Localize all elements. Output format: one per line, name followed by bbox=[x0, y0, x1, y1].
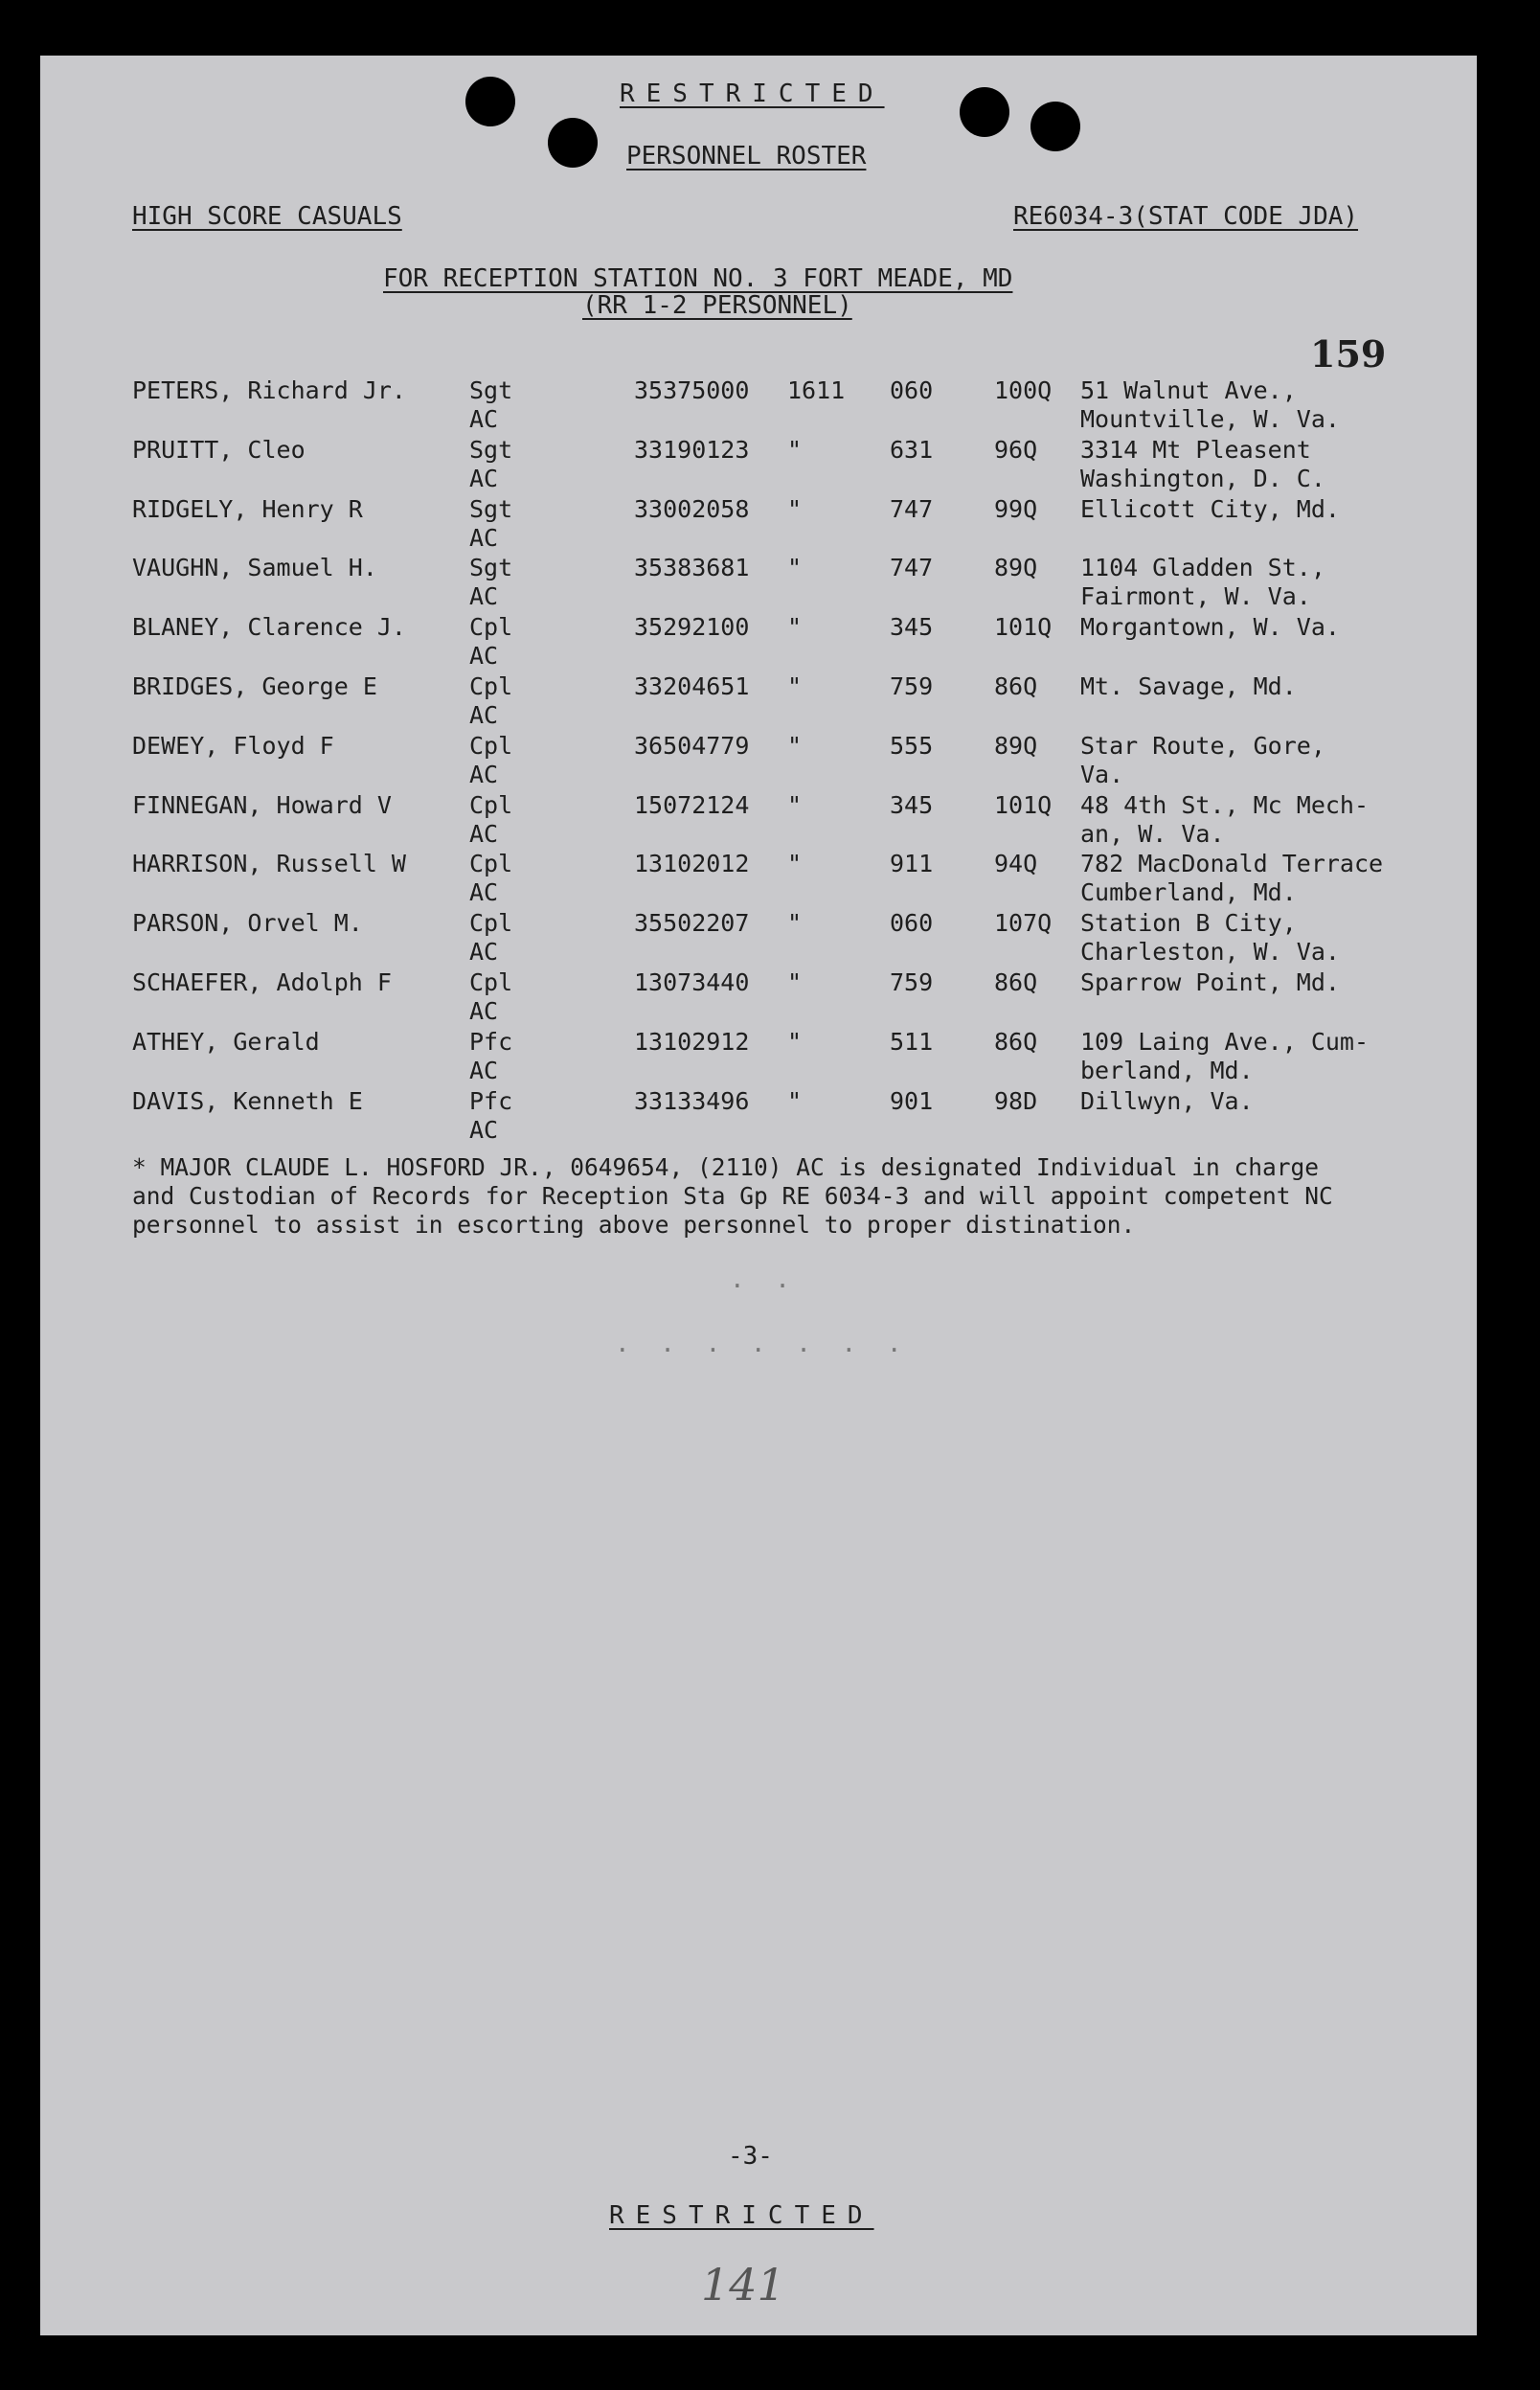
roster-mos: " bbox=[787, 850, 803, 878]
roster-score: 101Q bbox=[994, 613, 1053, 642]
roster-serial: 33133496 bbox=[634, 1086, 750, 1115]
page-footer-number: -3- bbox=[728, 2142, 773, 2171]
roster-code: 911 bbox=[890, 850, 934, 878]
roster-arm: AC bbox=[469, 997, 499, 1025]
roster-mos: 1611 bbox=[787, 376, 846, 404]
roster-grade: Sgt bbox=[469, 494, 513, 523]
roster-serial: 35502207 bbox=[634, 909, 750, 938]
roster-arm: AC bbox=[469, 642, 499, 671]
roster-code: 345 bbox=[890, 613, 934, 642]
roster-score: 100Q bbox=[994, 376, 1053, 404]
roster-code: 060 bbox=[890, 376, 934, 404]
roster-score: 89Q bbox=[994, 731, 1038, 760]
roster-code: 747 bbox=[890, 494, 934, 523]
roster-addr2: Washington, D. C. bbox=[1080, 464, 1325, 492]
roster-name: HARRISON, Russell W bbox=[132, 850, 406, 878]
roster-row bbox=[40, 909, 1477, 968]
roster-addr2: Fairmont, W. Va. bbox=[1080, 582, 1311, 611]
roster-name: RIDGELY, Henry R bbox=[132, 494, 363, 523]
roster-mos: " bbox=[787, 494, 803, 523]
roster-mos: " bbox=[787, 672, 803, 700]
roster-title: PERSONNEL ROSTER bbox=[626, 142, 867, 171]
roster-row bbox=[40, 376, 1477, 436]
roster-row bbox=[40, 672, 1477, 732]
roster-name: DAVIS, Kenneth E bbox=[132, 1086, 363, 1115]
roster-serial: 15072124 bbox=[634, 790, 750, 819]
roster-serial: 36504779 bbox=[634, 731, 750, 760]
roster-mos: " bbox=[787, 1027, 803, 1056]
roster-addr2: an, W. Va. bbox=[1080, 819, 1225, 848]
roster-row bbox=[40, 1028, 1477, 1087]
roster-code: 555 bbox=[890, 731, 934, 760]
roster-addr2: Va. bbox=[1080, 760, 1124, 788]
roster-score: 99Q bbox=[994, 494, 1038, 523]
roster-grade: Cpl bbox=[469, 731, 513, 760]
roster-name: VAUGHN, Samuel H. bbox=[132, 554, 377, 582]
roster-serial: 35292100 bbox=[634, 613, 750, 642]
roster-addr2: Cumberland, Md. bbox=[1080, 878, 1297, 907]
handwritten-number: 141 bbox=[701, 2259, 785, 2310]
roster-serial: 35383681 bbox=[634, 554, 750, 582]
roster-arm: AC bbox=[469, 938, 499, 967]
roster-mos: " bbox=[787, 613, 803, 642]
punch-hole bbox=[1030, 102, 1080, 151]
roster-row bbox=[40, 850, 1477, 909]
roster-code: 747 bbox=[890, 554, 934, 582]
restricted-footer: RESTRICTED bbox=[609, 2201, 874, 2230]
roster-grade: Sgt bbox=[469, 376, 513, 404]
roster-serial: 33190123 bbox=[634, 435, 750, 464]
roster-code: 901 bbox=[890, 1086, 934, 1115]
faded-mark: . . . . . . . bbox=[615, 1330, 910, 1358]
roster-addr1: 48 4th St., Mc Mech- bbox=[1080, 790, 1370, 819]
roster-addr1: Ellicott City, Md. bbox=[1080, 494, 1340, 523]
page-number: 159 bbox=[1310, 332, 1387, 376]
roster-score: 86Q bbox=[994, 1027, 1038, 1056]
roster-name: BLANEY, Clarence J. bbox=[132, 613, 406, 642]
roster-row bbox=[40, 613, 1477, 672]
roster-arm: AC bbox=[469, 523, 499, 552]
roster-arm: AC bbox=[469, 819, 499, 848]
roster-mos: " bbox=[787, 968, 803, 996]
roster-mos: " bbox=[787, 731, 803, 760]
roster-addr1: Station B City, bbox=[1080, 909, 1297, 938]
roster-row bbox=[40, 554, 1477, 613]
roster-grade: Pfc bbox=[469, 1027, 513, 1056]
punch-hole bbox=[960, 87, 1009, 137]
roster-grade: Pfc bbox=[469, 1086, 513, 1115]
roster-grade: Cpl bbox=[469, 968, 513, 996]
roster-grade: Cpl bbox=[469, 613, 513, 642]
roster-addr1: 1104 Gladden St., bbox=[1080, 554, 1325, 582]
note-line: and Custodian of Records for Reception Sta Gp RE 6034-3 and will appoint competent NC bbox=[132, 1182, 1333, 1210]
roster-serial: 35375000 bbox=[634, 376, 750, 404]
roster-addr2: Charleston, W. Va. bbox=[1080, 938, 1340, 967]
roster-addr1: 109 Laing Ave., Cum- bbox=[1080, 1027, 1370, 1056]
roster-addr1: 51 Walnut Ave., bbox=[1080, 376, 1297, 404]
roster-grade: Sgt bbox=[469, 554, 513, 582]
roster-row bbox=[40, 968, 1477, 1028]
roster-score: 86Q bbox=[994, 968, 1038, 996]
faded-mark: · · bbox=[730, 1272, 798, 1301]
casuals-label: HIGH SCORE CASUALS bbox=[132, 202, 402, 231]
roster-row bbox=[40, 495, 1477, 555]
note-line: personnel to assist in escorting above personnel to proper distination. bbox=[132, 1211, 1136, 1239]
roster-score: 96Q bbox=[994, 435, 1038, 464]
punch-hole bbox=[548, 118, 598, 168]
roster-arm: AC bbox=[469, 464, 499, 492]
roster-name: SCHAEFER, Adolph F bbox=[132, 968, 392, 996]
roster-row bbox=[40, 1087, 1477, 1147]
roster-addr2: Mountville, W. Va. bbox=[1080, 405, 1340, 433]
roster-grade: Cpl bbox=[469, 850, 513, 878]
roster-code: 511 bbox=[890, 1027, 934, 1056]
station-title: FOR RECEPTION STATION NO. 3 FORT MEADE, MD bbox=[383, 264, 1013, 293]
roster-name: PETERS, Richard Jr. bbox=[132, 376, 406, 404]
roster-grade: Sgt bbox=[469, 435, 513, 464]
roster-code: 345 bbox=[890, 790, 934, 819]
roster-arm: AC bbox=[469, 760, 499, 788]
roster-serial: 33002058 bbox=[634, 494, 750, 523]
roster-code: 631 bbox=[890, 435, 934, 464]
roster-row bbox=[40, 436, 1477, 495]
roster-addr2: berland, Md. bbox=[1080, 1056, 1254, 1084]
note-line: * MAJOR CLAUDE L. HOSFORD JR., 0649654, (2110) AC is designated Individual in charge bbox=[132, 1153, 1320, 1181]
roster-mos: " bbox=[787, 435, 803, 464]
roster-addr1: 782 MacDonald Terrace bbox=[1080, 850, 1384, 878]
roster-addr1: Star Route, Gore, bbox=[1080, 731, 1325, 760]
roster-arm: AC bbox=[469, 878, 499, 907]
restricted-header: RESTRICTED bbox=[620, 80, 885, 108]
roster-serial: 33204651 bbox=[634, 672, 750, 700]
roster-arm: AC bbox=[469, 405, 499, 433]
roster-score: 86Q bbox=[994, 672, 1038, 700]
roster-addr1: Mt. Savage, Md. bbox=[1080, 672, 1297, 700]
roster-mos: " bbox=[787, 909, 803, 938]
roster-serial: 13073440 bbox=[634, 968, 750, 996]
station-subtitle: (RR 1-2 PERSONNEL) bbox=[582, 291, 852, 320]
roster-mos: " bbox=[787, 554, 803, 582]
document-page bbox=[40, 56, 1477, 2335]
roster-arm: AC bbox=[469, 1056, 499, 1084]
roster-score: 89Q bbox=[994, 554, 1038, 582]
roster-arm: AC bbox=[469, 1115, 499, 1144]
roster-arm: AC bbox=[469, 701, 499, 729]
roster-code: 759 bbox=[890, 968, 934, 996]
roster-serial: 13102012 bbox=[634, 850, 750, 878]
roster-score: 101Q bbox=[994, 790, 1053, 819]
roster-code: 060 bbox=[890, 909, 934, 938]
roster-grade: Cpl bbox=[469, 909, 513, 938]
roster-name: FINNEGAN, Howard V bbox=[132, 790, 392, 819]
roster-row bbox=[40, 732, 1477, 791]
roster-code: 759 bbox=[890, 672, 934, 700]
roster-grade: Cpl bbox=[469, 672, 513, 700]
roster-addr1: Sparrow Point, Md. bbox=[1080, 968, 1340, 996]
roster-name: ATHEY, Gerald bbox=[132, 1027, 320, 1056]
roster-name: PARSON, Orvel M. bbox=[132, 909, 363, 938]
roster-serial: 13102912 bbox=[634, 1027, 750, 1056]
roster-mos: " bbox=[787, 790, 803, 819]
punch-hole bbox=[465, 77, 515, 126]
roster-name: BRIDGES, George E bbox=[132, 672, 377, 700]
roster-addr1: 3314 Mt Pleasent bbox=[1080, 435, 1311, 464]
roster-addr1: Morgantown, W. Va. bbox=[1080, 613, 1340, 642]
roster-grade: Cpl bbox=[469, 790, 513, 819]
roster-row bbox=[40, 791, 1477, 851]
stat-code: RE6034-3(STAT CODE JDA) bbox=[1013, 202, 1359, 231]
roster-score: 94Q bbox=[994, 850, 1038, 878]
roster-name: DEWEY, Floyd F bbox=[132, 731, 334, 760]
roster-addr1: Dillwyn, Va. bbox=[1080, 1086, 1254, 1115]
roster-mos: " bbox=[787, 1086, 803, 1115]
roster-score: 98D bbox=[994, 1086, 1038, 1115]
roster-score: 107Q bbox=[994, 909, 1053, 938]
roster-name: PRUITT, Cleo bbox=[132, 435, 306, 464]
roster-arm: AC bbox=[469, 582, 499, 611]
